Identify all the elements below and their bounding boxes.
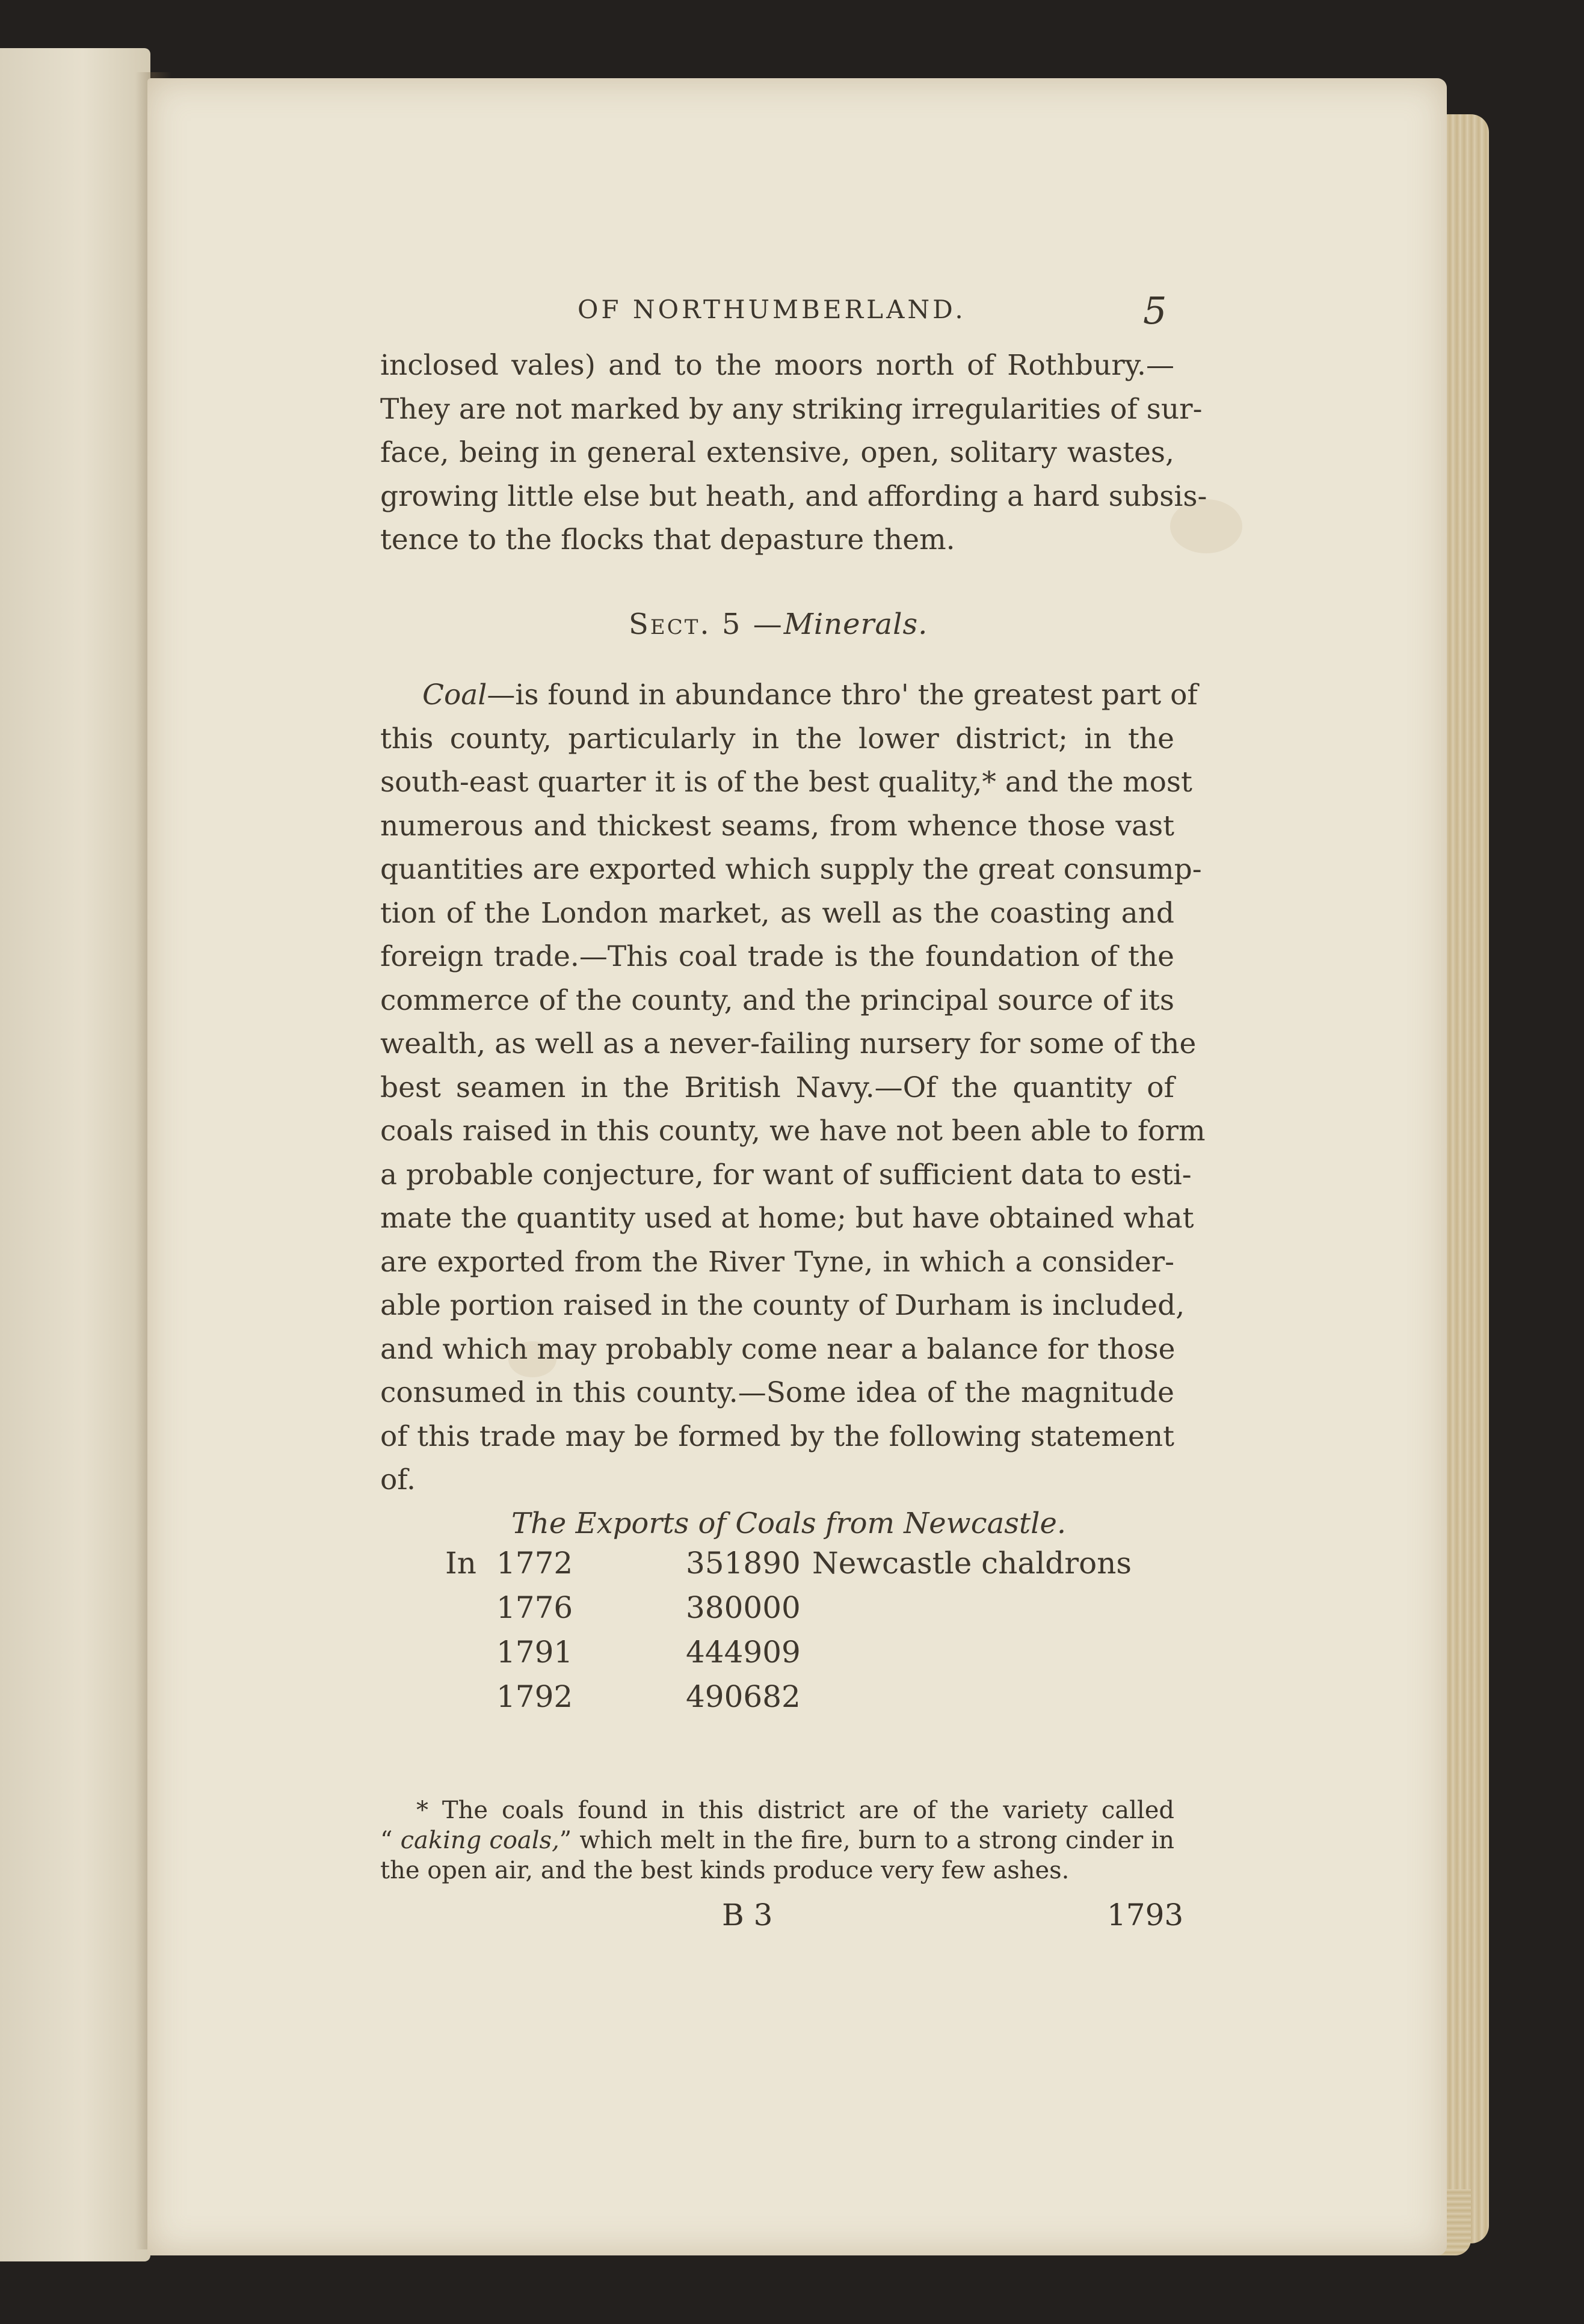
footnote-line-rest: ” which melt in the fire, burn to a strong cinder in bbox=[559, 1827, 1174, 1854]
text-line: face, being in general extensive, open, solitary wastes, bbox=[380, 436, 1174, 469]
footnote bbox=[380, 1795, 1174, 1886]
footnote-line bbox=[380, 1825, 1174, 1855]
caking-coals-term: caking coals, bbox=[400, 1827, 559, 1854]
text-line: mate the quantity used at home; but have obtained what bbox=[380, 1202, 1194, 1235]
text-line: this county, particularly in the lower district; in the bbox=[380, 722, 1174, 755]
text-line: of. bbox=[380, 1463, 416, 1496]
text-line: growing little else but heath, and affording a hard subsis- bbox=[380, 479, 1207, 513]
text-line: consumed in this county.—Some idea of the magnitude bbox=[380, 1376, 1174, 1409]
table-year: 1776 bbox=[496, 1590, 573, 1625]
text-line bbox=[380, 674, 1198, 718]
footnote-line: the open air, and the best kinds produce very few ashes. bbox=[380, 1857, 1070, 1884]
text-line: south-east quarter it is of the best quality,* and the most bbox=[380, 766, 1192, 799]
text-line: a probable conjecture, for want of sufficient data to esti- bbox=[380, 1158, 1192, 1191]
text-line: numerous and thickest seams, from whence those vast bbox=[380, 809, 1174, 843]
signature-mark: B 3 bbox=[722, 1898, 773, 1932]
page-number: 5 bbox=[1143, 289, 1167, 333]
text-line: wealth, as well as a never-failing nursery for some of the bbox=[380, 1027, 1197, 1060]
text-line: inclosed vales) and to the moors north of Rothbury.— bbox=[380, 349, 1174, 382]
coal-first-line: —is found in abundance thro' the greatest part of bbox=[487, 678, 1198, 712]
table-value: 351890 bbox=[686, 1546, 801, 1581]
year-prefix: In bbox=[445, 1546, 476, 1581]
table-value: 380000 bbox=[686, 1590, 801, 1625]
section-dash: — bbox=[753, 607, 784, 641]
text-line: able portion raised in the county of Durham is included, bbox=[380, 1289, 1185, 1322]
coal-lead-word: Coal bbox=[422, 678, 487, 712]
text-line: are exported from the River Tyne, in which a consider- bbox=[380, 1245, 1174, 1279]
text-line: tion of the London market, as well as the coasting and bbox=[380, 896, 1174, 930]
text-line: of this trade may be formed by the following statement bbox=[380, 1419, 1174, 1453]
intro-paragraph bbox=[380, 344, 1207, 562]
coal-paragraph bbox=[380, 674, 1206, 1502]
open-quote: “ bbox=[380, 1827, 401, 1854]
table-year: 1772 bbox=[496, 1546, 573, 1581]
table-value: 444909 bbox=[686, 1635, 801, 1670]
table-year: 1791 bbox=[496, 1635, 573, 1670]
section-heading bbox=[629, 607, 928, 641]
table-value: 490682 bbox=[686, 1679, 801, 1714]
section-title: Minerals. bbox=[783, 607, 928, 641]
text-line: They are not marked by any striking irregularities of sur- bbox=[380, 392, 1203, 426]
text-line: foreign trade.—This coal trade is the foundation of the bbox=[380, 940, 1174, 973]
text-line: coals raised in this county, we have not been able to form bbox=[380, 1114, 1206, 1148]
text-line: commerce of the county, and the principal source of its bbox=[380, 983, 1174, 1017]
facing-page bbox=[0, 48, 150, 2261]
table-unit: Newcastle chaldrons bbox=[812, 1546, 1132, 1581]
text-line: best seamen in the British Navy.—Of the quantity of bbox=[380, 1071, 1174, 1104]
table-year: 1792 bbox=[496, 1679, 573, 1714]
text-line: quantities are exported which supply the great consump- bbox=[380, 853, 1202, 886]
running-head: OF NORTHUMBERLAND. bbox=[578, 295, 966, 324]
footnote-line: * The coals found in this district are of the variety called bbox=[416, 1797, 1174, 1824]
exports-table-title: The Exports of Coals from Newcastle. bbox=[511, 1507, 1067, 1540]
section-number: Sect. 5 bbox=[629, 607, 742, 641]
text-line: tence to the flocks that depasture them. bbox=[380, 523, 955, 556]
catchword: 1793 bbox=[1107, 1898, 1184, 1932]
text-line: and which may probably come near a balance for those bbox=[380, 1332, 1176, 1366]
